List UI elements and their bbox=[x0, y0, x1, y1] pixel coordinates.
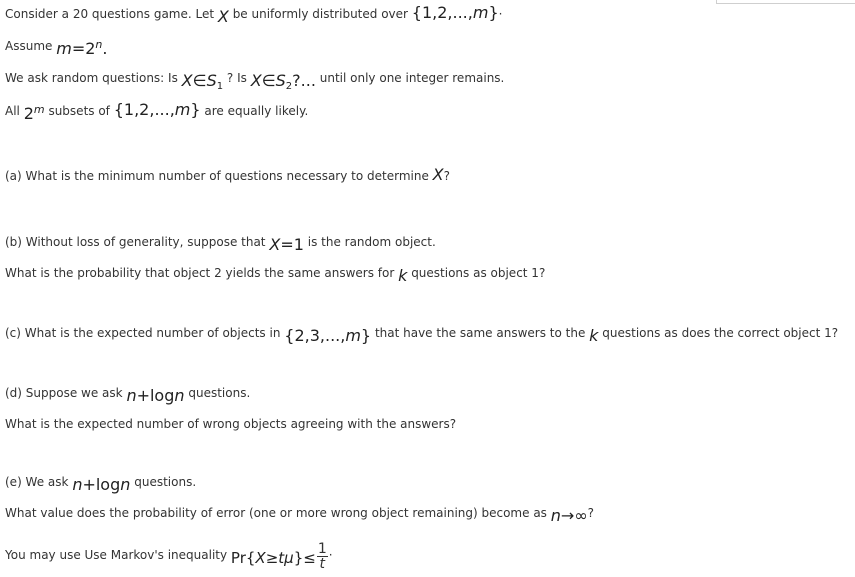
intro-line-1 bbox=[5, 3, 503, 26]
math-set-close: } bbox=[360, 326, 372, 345]
math-geq: ≥ bbox=[265, 549, 279, 567]
math-plus: + bbox=[82, 475, 96, 494]
math-dot: · bbox=[498, 7, 503, 21]
question-text: questions. bbox=[134, 475, 197, 489]
math-brace-open: { bbox=[245, 549, 256, 567]
question-text: is the random object. bbox=[307, 235, 436, 249]
intro-text: All bbox=[5, 104, 20, 118]
math-m: m bbox=[174, 100, 191, 119]
question-text: questions. bbox=[188, 386, 251, 400]
math-subscript: 2 bbox=[285, 81, 293, 92]
question-text: (a) What is the minimum number of questions necessary to determine bbox=[5, 169, 429, 183]
question-e-line-1 bbox=[5, 473, 197, 494]
math-eq: =2 bbox=[71, 39, 96, 58]
math-pr: Pr bbox=[230, 549, 246, 567]
intro-text: subsets of bbox=[48, 104, 110, 118]
math-two: 2 bbox=[23, 104, 34, 123]
math-s: S bbox=[275, 71, 286, 90]
math-m: m bbox=[472, 3, 489, 22]
intro-text: be uniformly distributed over bbox=[232, 7, 408, 21]
question-text: that have the same answers to the bbox=[374, 326, 586, 340]
math-ellipsis: ?... bbox=[292, 71, 316, 90]
intro-line-3 bbox=[5, 69, 505, 92]
math-element-of: ∈ bbox=[261, 71, 276, 90]
corner-box bbox=[716, 0, 855, 4]
intro-text: Consider a 20 questions game. Let bbox=[5, 7, 215, 21]
question-b-line-2 bbox=[5, 264, 546, 285]
question-text: (e) We ask bbox=[5, 475, 69, 489]
question-text: (d) Suppose we ask bbox=[5, 386, 123, 400]
fraction-numerator: 1 bbox=[317, 541, 327, 557]
math-set: {1,2,..., bbox=[113, 100, 175, 119]
math-x: X bbox=[255, 549, 266, 567]
math-x: X bbox=[217, 7, 229, 26]
math-fraction bbox=[317, 542, 328, 571]
math-set: {2,3,..., bbox=[284, 326, 346, 345]
question-text: You may use Use Markov's inequality bbox=[5, 548, 228, 562]
question-e-line-2 bbox=[5, 504, 595, 525]
intro-text: are equally likely. bbox=[204, 104, 309, 118]
math-exponent-m: m bbox=[33, 103, 45, 116]
intro-line-2 bbox=[5, 37, 108, 58]
math-x: X bbox=[181, 71, 193, 90]
math-x: X bbox=[432, 165, 444, 184]
math-dot: . bbox=[102, 39, 108, 58]
question-mark: ? bbox=[443, 169, 451, 183]
question-mark: ? bbox=[587, 506, 595, 520]
math-m: m bbox=[56, 39, 72, 58]
math-n: n bbox=[550, 506, 561, 525]
math-mu: μ bbox=[284, 549, 294, 567]
question-d-line-1 bbox=[5, 384, 251, 405]
intro-text: We ask random questions: Is bbox=[5, 71, 178, 85]
math-x: X bbox=[269, 235, 281, 254]
math-leq: ≤ bbox=[303, 549, 316, 567]
question-text: questions as does the correct object 1? bbox=[602, 326, 839, 340]
math-log: log bbox=[149, 386, 175, 405]
intro-line-4 bbox=[5, 100, 309, 123]
question-text: questions as object 1? bbox=[411, 266, 546, 280]
intro-text: ? Is bbox=[226, 71, 247, 85]
question-d-line-2 bbox=[5, 416, 456, 432]
math-set: {1,2,..., bbox=[411, 3, 473, 22]
intro-text: Assume bbox=[5, 39, 53, 53]
math-s: S bbox=[206, 71, 217, 90]
question-text: What is the expected number of wrong objects agreeing with the answers? bbox=[5, 417, 457, 431]
question-text: (c) What is the expected number of objects in bbox=[5, 326, 281, 340]
question-text: (b) Without loss of generality, suppose that bbox=[5, 235, 266, 249]
question-a bbox=[5, 167, 450, 184]
math-n: n bbox=[174, 386, 185, 405]
fraction-denominator: t bbox=[319, 556, 326, 572]
question-b-line-1 bbox=[5, 233, 436, 254]
math-m: m bbox=[345, 326, 361, 345]
math-x: X bbox=[250, 71, 262, 90]
question-text: What is the probability that object 2 yields the same answers for bbox=[5, 266, 395, 280]
math-element-of: ∈ bbox=[192, 71, 207, 90]
math-set-close: } bbox=[488, 3, 499, 22]
intro-text: until only one integer remains. bbox=[319, 71, 505, 85]
math-k: k bbox=[398, 266, 408, 285]
math-n: n bbox=[126, 386, 137, 405]
question-c bbox=[5, 324, 839, 345]
math-dot: · bbox=[328, 548, 333, 562]
math-subscript: 1 bbox=[216, 81, 224, 92]
math-k: k bbox=[589, 326, 599, 345]
math-set-close: } bbox=[190, 100, 201, 119]
math-n: n bbox=[72, 475, 83, 494]
math-n: n bbox=[120, 475, 131, 494]
math-exponent-n: n bbox=[95, 38, 103, 51]
math-arrow: → bbox=[560, 506, 575, 525]
math-log: log bbox=[95, 475, 121, 494]
math-plus: + bbox=[136, 386, 150, 405]
question-text: What value does the probability of error (one or more wrong object remaining) become as bbox=[5, 506, 547, 520]
math-t: t bbox=[278, 549, 285, 567]
math-eq: =1 bbox=[280, 235, 304, 254]
question-e-line-3 bbox=[5, 541, 333, 570]
math-brace-close: } bbox=[293, 549, 304, 567]
math-infinity: ∞ bbox=[574, 506, 588, 525]
